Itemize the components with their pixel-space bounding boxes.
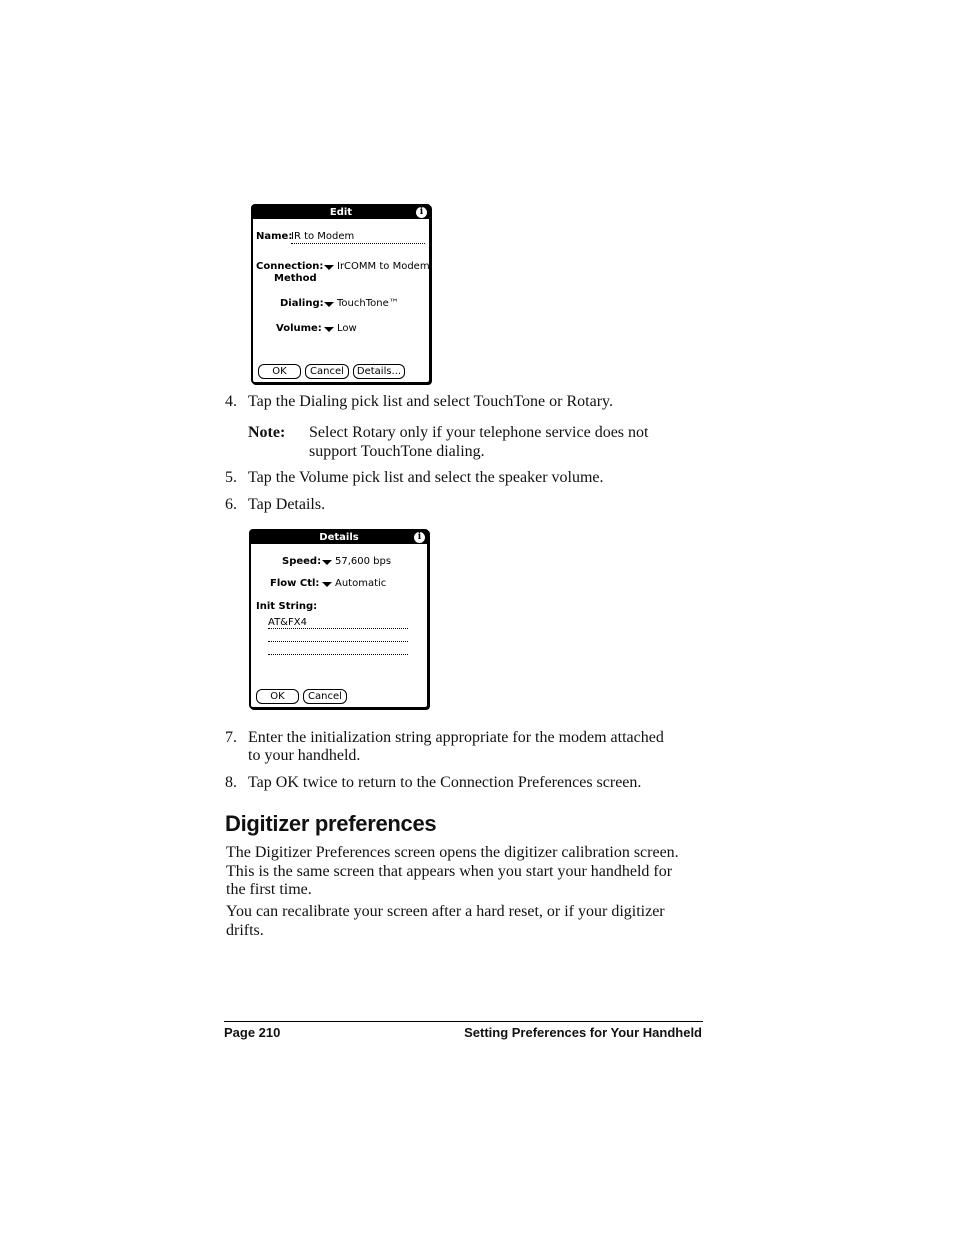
section-heading: Digitizer preferences xyxy=(225,811,437,836)
step-text: to your handheld. xyxy=(248,747,361,764)
cancel-button[interactable]: Cancel xyxy=(305,364,349,379)
details-dialog-title xyxy=(251,531,427,544)
step-number: 8. xyxy=(225,774,237,791)
dialing-picker[interactable]: TouchTone™ xyxy=(337,298,399,309)
paragraph-line: the first time. xyxy=(226,881,312,898)
note-label: Note: xyxy=(248,424,286,441)
note-text: Select Rotary only if your telephone service does not xyxy=(309,424,649,441)
speed-picker[interactable]: 57,600 bps xyxy=(335,556,392,567)
step-text: Tap the Dialing pick list and select TouchTone or Rotary. xyxy=(248,393,613,410)
chevron-down-icon[interactable] xyxy=(324,265,334,270)
init-string-line xyxy=(268,641,408,642)
name-field[interactable]: IR to Modem xyxy=(291,231,355,242)
init-string-field[interactable]: AT&FX4 xyxy=(268,617,307,628)
connection-picker[interactable]: IrCOMM to Modem xyxy=(337,261,430,272)
info-icon[interactable]: i xyxy=(414,532,425,543)
chevron-down-icon[interactable] xyxy=(324,327,334,332)
method-label: Method xyxy=(274,273,317,284)
paragraph-line: The Digitizer Preferences screen opens the digitizer calibration screen. xyxy=(226,844,679,861)
paragraph-line: This is the same screen that appears when you start your handheld for xyxy=(226,863,673,880)
chapter-title: Setting Preferences for Your Handheld xyxy=(464,1025,702,1040)
details-dialog-title-text: Details xyxy=(319,532,359,543)
paragraph-line: You can recalibrate your screen after a hard reset, or if your digitizer xyxy=(226,903,665,920)
edit-dialog-title-text: Edit xyxy=(329,207,353,218)
init-string-line xyxy=(268,654,408,655)
volume-label: Volume: xyxy=(276,323,322,334)
edit-dialog-title xyxy=(253,206,429,219)
chevron-down-icon[interactable] xyxy=(322,582,332,587)
step-number: 4. xyxy=(225,393,237,410)
dialing-label: Dialing: xyxy=(280,298,324,309)
footer-rule xyxy=(224,1021,703,1022)
chevron-down-icon[interactable] xyxy=(322,560,332,565)
info-icon[interactable]: i xyxy=(416,207,427,218)
edit-dialog xyxy=(251,204,431,384)
init-string-label: Init String: xyxy=(256,601,318,612)
step-number: 5. xyxy=(225,469,237,486)
page-number: Page 210 xyxy=(224,1025,281,1040)
note-text: support TouchTone dialing. xyxy=(309,443,485,460)
name-field-underline xyxy=(291,243,425,244)
connection-label: Connection: xyxy=(256,261,324,272)
name-label: Name: xyxy=(256,231,293,242)
speed-label: Speed: xyxy=(282,556,322,567)
step-text: Enter the initialization string appropriate for the modem attached xyxy=(248,729,664,746)
ok-button[interactable]: OK xyxy=(256,689,299,704)
ok-button[interactable]: OK xyxy=(258,364,301,379)
flow-control-label: Flow Ctl: xyxy=(270,578,320,589)
step-text: Tap Details. xyxy=(248,496,326,513)
paragraph-line: drifts. xyxy=(226,922,264,939)
step-number: 7. xyxy=(225,729,237,746)
details-button[interactable]: Details... xyxy=(353,364,405,379)
flow-control-picker[interactable]: Automatic xyxy=(335,578,387,589)
step-text: Tap OK twice to return to the Connection Preferences screen. xyxy=(248,774,642,791)
chevron-down-icon[interactable] xyxy=(324,302,334,307)
init-string-line xyxy=(268,628,408,629)
step-number: 6. xyxy=(225,496,237,513)
volume-picker[interactable]: Low xyxy=(337,323,357,334)
step-text: Tap the Volume pick list and select the speaker volume. xyxy=(248,469,604,486)
cancel-button[interactable]: Cancel xyxy=(303,689,347,704)
details-dialog xyxy=(249,529,429,709)
